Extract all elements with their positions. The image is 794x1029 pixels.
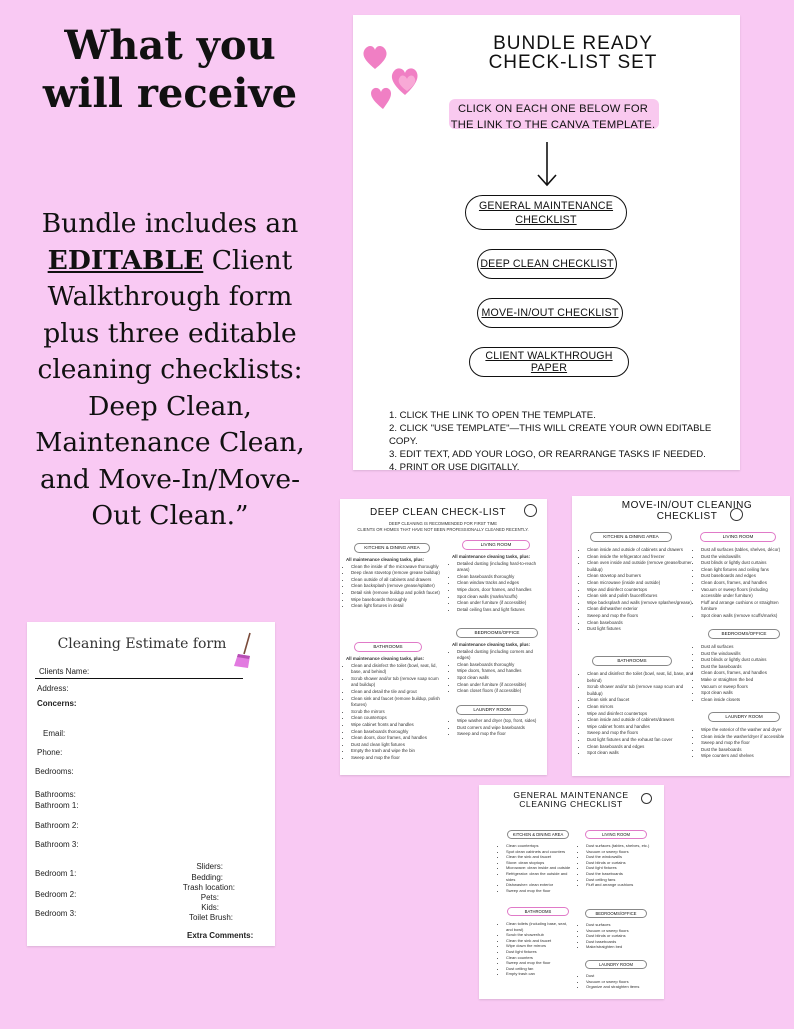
checklist-item: • Dust light fixtures and the exhaust fan cover (587, 737, 697, 744)
cleaning-estimate-form (27, 622, 275, 946)
checklist-item: • Clean closet floors (if accessible) (457, 688, 544, 695)
checklist-item: • Clean under furniture (if accessible) (457, 600, 544, 607)
move-bathrooms-header: BATHROOMS (592, 656, 672, 666)
checklist-item: • Detail sink (remove buildup and polish faucet) (351, 590, 441, 597)
description-text: Client (203, 244, 293, 276)
email-label: Email: (43, 729, 66, 738)
deep-intro (348, 521, 538, 532)
checklist-item: • Spot clean walls (marks/scuffs) (457, 594, 544, 601)
general-maintenance-checklist-preview (479, 785, 664, 999)
checklist-item: • Clean and disinfect the toilet (bowl, seat, lid, base, and behind) (587, 671, 697, 684)
checklist-item: • Clean the inside of the microwave thoroughly (351, 564, 441, 571)
checklist-item: • Dust light fixtures (587, 626, 697, 633)
checklist-item: • Dust corners and wipe baseboards (457, 725, 544, 732)
deep-bedrooms-items (452, 649, 544, 695)
general-kitchen-items (501, 843, 573, 893)
canva-note-line-2: THE LINK TO THE CANVA TEMPLATE. (450, 119, 656, 131)
checklist-item: • Clean baseboards thoroughly (457, 574, 544, 581)
toilet-brush-label: Toilet Brush: (188, 913, 233, 922)
checklist-item: • Clean countertops (351, 715, 441, 722)
checklist-item: • Fluff and arrange cushions or straighten furniture (701, 600, 788, 613)
kids-label: Kids: (201, 903, 219, 912)
general-bathrooms-header: BATHROOMS (507, 907, 569, 916)
checklist-item: • Dust blinds or lightly dust curtains (701, 560, 788, 567)
general-bedrooms-items (581, 922, 653, 950)
deep-living-header: LIVING ROOM (462, 540, 530, 550)
estimate-title: Cleaning Estimate form (57, 636, 227, 652)
clients-name-label: Clients Name: (39, 667, 90, 676)
deep-bathrooms-header: BATHROOMS (354, 642, 422, 652)
pets-label: Pets: (200, 893, 219, 902)
checklist-item: • Clean baseboards (587, 620, 697, 627)
deep-kitchen-plus: All maintenance cleaning tasks, plus: (346, 557, 425, 562)
checklist-item: • Detailed dusting (including hard-to-reach areas) (457, 561, 544, 574)
checklist-item: • Empty the trash and wipe the bin (351, 748, 441, 755)
checklist-item: • Clean microwave (inside and outside) (587, 580, 697, 587)
checklist-item: • Spot clean cabinets and counters (506, 849, 573, 855)
general-living-items (581, 843, 653, 888)
bedroom-3-label: Bedroom 3: (35, 909, 77, 918)
checklist-item: • Spot clean walls (701, 690, 788, 697)
checklist-item: • Dishwasher: clean exterior (506, 882, 573, 888)
checklist-item: • Clean baseboards thoroughly (351, 729, 441, 736)
headline-line-1: What you (64, 22, 276, 69)
general-maintenance-checklist-link[interactable] (465, 195, 627, 230)
checklist-item: • Vacuum or sweep floors (586, 849, 653, 855)
deep-intro-line-2: CLIENTS OR HOMES THAT HAVE NOT BEEN PROFESSIONALLY CLEANED RECENTLY. (357, 526, 529, 532)
down-arrow-icon (536, 141, 558, 189)
canva-note (443, 101, 663, 133)
deep-kitchen-list (346, 557, 441, 610)
checklist-item: • Clean mirrors (587, 704, 697, 711)
move-living-header: LIVING ROOM (700, 532, 776, 542)
checklist-item: • Detailed dusting (including corners and edges) (457, 649, 544, 662)
move-in-out-checklist-link[interactable] (477, 298, 623, 328)
general-living-list (581, 843, 653, 888)
general-title-line-2: CLEANING CHECKLIST (519, 799, 623, 809)
general-kitchen-list (501, 843, 573, 893)
general-laundry-list (581, 973, 653, 990)
checklist-item: • Clean sink and faucet (587, 697, 697, 704)
address-label: Address: (37, 684, 69, 693)
checklist-item: • Clean under furniture (if accessible) (457, 682, 544, 689)
deep-title: DEEP CLEAN CHECK-LIST (370, 507, 506, 518)
checklist-item: • Dust the windowsills (586, 854, 653, 860)
checklist-item: • Clean stovetop and burners (587, 573, 697, 580)
checklist-item: • Wipe baseboards thoroughly (351, 597, 441, 604)
description-line (16, 425, 324, 462)
deep-clean-checklist-preview (340, 499, 547, 775)
concerns-label: Concerns: (37, 699, 77, 708)
checklist-item: • Clean light fixtures and ceiling fans (701, 567, 788, 574)
checklist-item: • Clean counters (506, 955, 573, 961)
checklist-item: • Scrub the mirrors (351, 709, 441, 716)
checklist-item: • Clean outside of all cabinets and drawers (351, 577, 441, 584)
description-line (16, 243, 324, 280)
deep-laundry-items (452, 718, 544, 738)
checklist-item: • Stove: clean stoptops (506, 860, 573, 866)
bathroom-1-label: Bathroom 1: (35, 801, 79, 810)
cleaning-hand-icon (730, 508, 743, 521)
checklist-item: • Wipe doors, frames, and handles (457, 668, 544, 675)
description-line (16, 498, 324, 535)
move-bedrooms-list (696, 644, 788, 703)
general-bathrooms-items (501, 921, 573, 977)
checklist-item: • Detail ceiling fans and light fixtures (457, 607, 544, 614)
checklist-item: • Dust all surfaces (701, 644, 788, 651)
checklist-item: • Dust the baseboards (701, 664, 788, 671)
checklist-item: • Clean sink and faucet (remove buildup, polish fixtures) (351, 696, 441, 709)
headline (28, 22, 312, 118)
general-bedrooms-list (581, 922, 653, 950)
bathrooms-label: Bathrooms: (35, 790, 76, 799)
checklist-item: • Sweep and mop the floor (351, 755, 441, 762)
instructions-list (389, 409, 729, 470)
general-kitchen-header: KITCHEN & DINING AREA (507, 830, 569, 839)
general-link-line-2: CHECKLIST (515, 213, 577, 226)
description-text: and Move-In/Move- (39, 463, 301, 495)
checklist-item: • Dust surfaces (tables, shelves, etc.) (586, 843, 653, 849)
checklist-item: • Scrub shower and/or tub (remove soap scum and buildup) (351, 676, 441, 689)
checklist-item: • Clean the sink and faucet (506, 854, 573, 860)
move-bathrooms-items (582, 671, 697, 757)
checklist-item: • Spot clean walls (remove scuffs/marks) (701, 613, 788, 620)
deep-laundry-header: LAUNDRY ROOM (456, 705, 528, 715)
checklist-item: • Clean and disinfect the toilet (bowl, seat, lid, base, and behind) (351, 663, 441, 676)
sliders-label: Sliders: (196, 862, 223, 871)
checklist-item: • Dust surfaces (586, 922, 653, 928)
checklist-item: • Fluff and arrange cushions (586, 882, 653, 888)
checklist-item: • Wipe doors, door frames, and handles (457, 587, 544, 594)
checklist-item: • Clean doors, frames, and handles (701, 580, 788, 587)
description-text: Out Clean.” (91, 500, 249, 531)
clients-name-underline (35, 678, 243, 679)
deep-living-items (452, 561, 544, 614)
checklist-item: • Clean baseboards and edges (587, 744, 697, 751)
description-line (16, 389, 324, 426)
description-line (16, 352, 324, 389)
bathroom-2-label: Bathroom 2: (35, 821, 79, 830)
description-text: Walkthrough form (47, 281, 293, 312)
client-walkthrough-paper-link[interactable] (469, 347, 629, 377)
move-title (592, 500, 782, 522)
cleaning-hand-icon (524, 504, 537, 517)
checklist-item: • Wipe the exterior of the washer and dryer (701, 727, 788, 734)
checklist-item: • Refrigerator: clean the outside and sides (506, 871, 573, 882)
description-line (16, 316, 324, 353)
deep-kitchen-items (346, 564, 441, 610)
deep-link-label: DEEP CLEAN CHECKLIST (480, 258, 614, 270)
general-link-line-1: GENERAL MAINTENANCE (478, 199, 614, 212)
checklist-item: • Clean inside the refrigerator and freezer (587, 554, 697, 561)
move-living-items (696, 547, 788, 620)
move-link-label: MOVE-IN/OUT CHECKLIST (481, 307, 619, 319)
deep-living-list (452, 554, 544, 613)
checklist-item: • Wipe counters and shelves (701, 753, 788, 760)
checklist-item: • Dust the windowsills (701, 554, 788, 561)
checklist-item: • Clean oven inside and outside (remove grease/burner buildup) (587, 560, 697, 573)
deep-bathrooms-plus: All maintenance cleaning tasks, plus: (346, 656, 425, 661)
description-text: Deep Clean, (88, 390, 252, 422)
general-laundry-items (581, 973, 653, 990)
deep-kitchen-header: KITCHEN & DINING AREA (354, 543, 430, 553)
general-title-line-1: GENERAL MAINTENANCE (513, 790, 629, 800)
checklist-item: • Dust light fixtures (586, 865, 653, 871)
extra-comments-label: Extra Comments: (187, 931, 254, 940)
checklist-item: • Sweep and mop the floor (506, 960, 573, 966)
deep-bedrooms-header: BEDROOMS/OFFICE (456, 628, 538, 638)
checklist-item: • Clean countertops (506, 843, 573, 849)
general-bedrooms-header: BEDROOMS/OFFICE (585, 909, 647, 918)
description-line (16, 279, 324, 316)
move-living-list (696, 547, 788, 620)
checklist-item: • Empty trash can (506, 971, 573, 977)
checklist-item: • Dust light fixtures (506, 949, 573, 955)
general-title (491, 791, 651, 809)
checklist-item: • Dust and clean light fixtures (351, 742, 441, 749)
checklist-item: • Clean inside closets (701, 697, 788, 704)
description-text: cleaning checklists: (37, 354, 303, 385)
move-title-line-1: MOVE-IN/OUT CLEANING (621, 500, 753, 511)
checklist-item: • Organize and straighten items (586, 984, 653, 990)
checklist-item: • Clean backsplash (remove grease/splatter) (351, 583, 441, 590)
bundle-checklist-card (353, 15, 740, 470)
move-bedrooms-header: BEDROOMS/OFFICE (708, 629, 780, 639)
bedding-label: Bedding: (191, 873, 223, 882)
checklist-item: • Clean window tracks and edges (457, 580, 544, 587)
checklist-item: • Wipe down the mirrors (506, 943, 573, 949)
canva-note-line-1: CLICK ON EACH ONE BELOW FOR (457, 103, 649, 115)
description-text: Maintenance Clean, (35, 427, 305, 458)
description-line (16, 206, 324, 243)
checklist-item: • Clean sink and polish faucet/fixtures (587, 593, 697, 600)
checklist-item: • Clean inside and outside of cabinets and drawers (587, 547, 697, 554)
checklist-item: • Dust baseboards (586, 939, 653, 945)
move-laundry-header: LAUNDRY ROOM (708, 712, 780, 722)
general-laundry-header: LAUNDRY ROOM (585, 960, 647, 969)
cleaning-hand-icon (641, 793, 652, 804)
checklist-item: • Clean toilets (including base, seat, and bowl) (506, 921, 573, 932)
phone-label: Phone: (37, 748, 63, 757)
checklist-item: • Clean light fixtures in detail (351, 603, 441, 610)
checklist-item: • Dust blinds or lightly dust curtains (701, 657, 788, 664)
checklist-item: • Vacuum or sweep floors (including accessible under furniture) (701, 587, 788, 600)
deep-bedrooms-list (452, 642, 544, 695)
general-living-header: LIVING ROOM (585, 830, 647, 839)
general-bathrooms-list (501, 921, 573, 977)
walkthrough-link-label: CLIENT WALKTHROUGH PAPER (485, 350, 613, 374)
checklist-item: • Clean the sink and faucet (506, 938, 573, 944)
checklist-item: • Vacuum or sweep floors (701, 684, 788, 691)
move-laundry-list (696, 727, 788, 760)
bedroom-2-label: Bedroom 2: (35, 890, 77, 899)
editable-emphasis: EDITABLE (47, 244, 204, 276)
instruction-step: 2. CLICK "USE TEMPLATE"—THIS WILL CREATE YOUR OWN EDITABLE COPY. (389, 423, 712, 447)
checklist-item: • Wipe backsplash and walls (remove splashes/grease) (587, 600, 697, 607)
checklist-item: • Wipe cabinet fronts and handles (351, 722, 441, 729)
bundle-description (16, 206, 324, 535)
checklist-item: • Vacuum or sweep floors (586, 928, 653, 934)
checklist-item: • Dust baseboards and edges (701, 573, 788, 580)
checklist-item: • Clean doors, door frames, and handles (351, 735, 441, 742)
move-in-out-checklist-preview (572, 496, 790, 776)
instruction-step: 3. EDIT TEXT, ADD YOUR LOGO, OR REARRANGE TASKS IF NEEDED. (389, 449, 706, 460)
checklist-item: • Make or straighten the bed (701, 677, 788, 684)
checklist-item: • Wipe cabinet fronts and handles (587, 724, 697, 731)
checklist-item: • Scrub the shower/tub (506, 932, 573, 938)
checklist-item: • Make/straighten bed (586, 944, 653, 950)
checklist-item: • Dust blinds or curtains (586, 933, 653, 939)
checklist-item: • Dust blinds or curtains (586, 860, 653, 866)
checklist-item: • Sweep and mop the floor (701, 740, 788, 747)
bedroom-1-label: Bedroom 1: (35, 869, 77, 878)
checklist-item: • Sweep and mop the floor (506, 888, 573, 894)
description-text: Bundle includes an (41, 208, 299, 239)
deep-bedrooms-plus: All maintenance cleaning tasks, plus: (452, 642, 531, 647)
checklist-item: • Spot clean walls (587, 750, 697, 757)
trash-location-label: Trash location: (182, 883, 235, 892)
move-laundry-items (696, 727, 788, 760)
checklist-item: • Spot clean walls (457, 675, 544, 682)
checklist-item: • Wipe and disinfect countertops (587, 587, 697, 594)
bathroom-3-label: Bathroom 3: (35, 840, 79, 849)
checklist-item: • Deep clean stovetop (remove grease buildup) (351, 570, 441, 577)
checklist-item: • Microwave: clean inside and outside (506, 865, 573, 871)
checklist-item: • Wipe washer and dryer (top, front, sides) (457, 718, 544, 725)
checklist-item: • Dust the baseboards (586, 871, 653, 877)
checklist-item: • Clean doors, frames, and handles (701, 670, 788, 677)
bundle-title-line-1: BUNDLE READY (493, 33, 653, 54)
instruction-step: 4. PRINT OR USE DIGITALLY. (389, 462, 520, 470)
move-kitchen-items (582, 547, 697, 633)
checklist-item: • Scrub shower and/or tub (remove soap scum and buildup) (587, 684, 697, 697)
deep-bathrooms-list (346, 656, 441, 762)
move-kitchen-list (582, 547, 697, 633)
checklist-item: • Clean and detail the tile and grout (351, 689, 441, 696)
checklist-item: • Sweep and mop the floors (587, 613, 697, 620)
move-bedrooms-items (696, 644, 788, 703)
checklist-item: • Dust (586, 973, 653, 979)
checklist-item: • Dust ceiling fan (506, 966, 573, 972)
checklist-item: • Dust all surfaces (tables, shelves, décor) (701, 547, 788, 554)
description-line (16, 462, 324, 499)
checklist-item: • Sweep and mop the floors (587, 730, 697, 737)
checklist-item: • Dust ceiling fans (586, 877, 653, 883)
checklist-item: • Clean inside the washer/dryer if accessible (701, 734, 788, 741)
checklist-item: • Sweep and mop the floor (457, 731, 544, 738)
checklist-item: • Clean dishwasher exterior (587, 606, 697, 613)
move-title-line-2: CHECKLIST (656, 511, 718, 522)
broom-icon (233, 632, 255, 670)
checklist-item: • Clean baseboards thoroughly (457, 662, 544, 669)
deep-intro-line-1: DEEP CLEANING IS RECOMMENDED FOR FIRST TIME (388, 521, 498, 526)
bundle-title-line-2: CHECK-LIST SET (488, 52, 658, 73)
heart-icon (361, 33, 421, 113)
deep-laundry-list (452, 718, 544, 738)
instruction-step: 1. CLICK THE LINK TO OPEN THE TEMPLATE. (389, 410, 596, 421)
checklist-item: • Dust the windowsills (701, 651, 788, 658)
deep-living-plus: All maintenance cleaning tasks, plus: (452, 554, 531, 559)
bedrooms-label: Bedrooms: (35, 767, 74, 776)
move-kitchen-header: KITCHEN & DINING AREA (590, 532, 672, 542)
checklist-item: • Wipe and disinfect countertops (587, 711, 697, 718)
headline-line-2: will receive (42, 70, 298, 117)
deep-bathrooms-items (346, 663, 441, 762)
checklist-item: • Vacuum or sweep floors (586, 979, 653, 985)
description-text: plus three editable (43, 317, 297, 349)
deep-clean-checklist-link[interactable] (477, 249, 617, 279)
checklist-item: • Dust the baseboards (701, 747, 788, 754)
checklist-item: • Clean inside and outside of cabinets/drawers (587, 717, 697, 724)
move-bathrooms-list (582, 671, 697, 757)
